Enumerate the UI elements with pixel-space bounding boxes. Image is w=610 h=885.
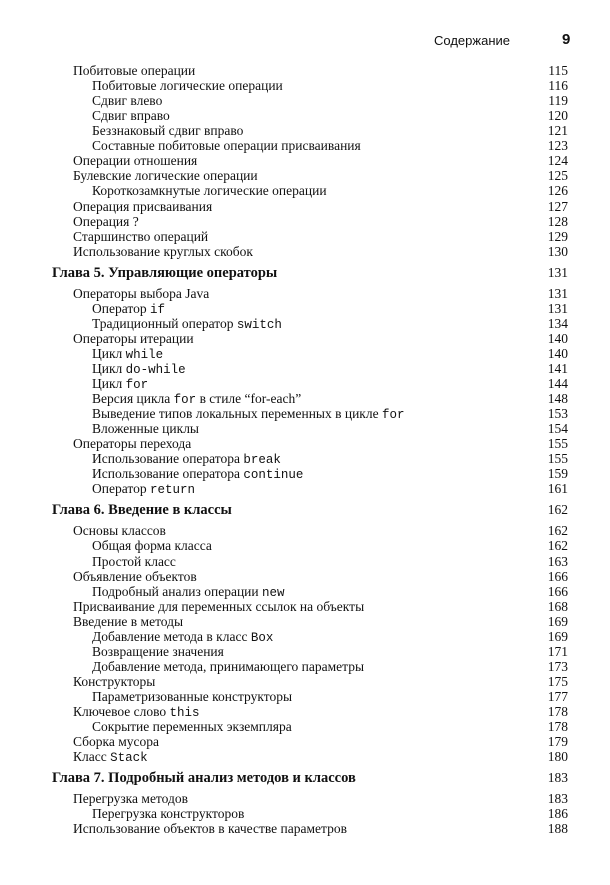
toc-page-number: 115 <box>548 63 568 78</box>
toc-entry-title <box>92 689 292 704</box>
toc-entry <box>0 406 610 421</box>
code-fragment: new <box>262 585 285 600</box>
toc-page-number: 126 <box>547 183 568 199</box>
title-fragment: Оператор <box>92 300 150 316</box>
toc-page-number: 154 <box>547 421 568 437</box>
toc-entry-title <box>52 264 277 282</box>
toc-page-number: 131 <box>547 285 568 301</box>
toc-entry-title <box>73 523 166 538</box>
title-fragment: Возвращение значения <box>92 643 224 659</box>
toc-chapter <box>0 264 610 282</box>
toc-entry <box>0 229 610 244</box>
title-fragment: Побитовые логические операции <box>92 78 283 93</box>
toc-entry-title <box>92 108 170 123</box>
title-fragment: Введение в методы <box>73 613 184 629</box>
title-fragment: Сборка мусора <box>73 734 160 749</box>
toc-page-number: 155 <box>547 451 568 467</box>
title-fragment: Оператор <box>92 481 150 497</box>
toc-page-number: 162 <box>547 523 568 539</box>
title-fragment: Использование оператора <box>92 466 244 482</box>
code-fragment: do-while <box>125 362 186 377</box>
toc-entry-title <box>73 821 347 836</box>
toc-entry <box>0 244 610 259</box>
toc-page-number: 125 <box>547 168 568 184</box>
toc-page-number: 140 <box>547 330 568 346</box>
toc-entry-title <box>52 769 356 787</box>
title-fragment: Использование круглых скобок <box>73 243 253 259</box>
toc-entry <box>0 806 610 821</box>
toc-page-number: 123 <box>547 138 568 154</box>
code-fragment: for <box>173 393 197 407</box>
toc-entry <box>0 183 610 198</box>
toc-page-number: 116 <box>548 78 568 93</box>
toc-page-number: 134 <box>547 315 568 331</box>
title-fragment: Короткозамкнутые логические операции <box>92 183 327 199</box>
code-fragment: this <box>169 705 200 720</box>
toc-entry <box>0 421 610 436</box>
toc-page-number: 183 <box>547 791 568 807</box>
toc-entry <box>0 316 610 331</box>
toc-entry <box>0 286 610 301</box>
toc-entry-title <box>92 93 162 108</box>
toc-page-number: 159 <box>547 466 568 482</box>
toc-chapter <box>0 501 610 519</box>
toc-page-number: 183 <box>547 770 568 786</box>
toc-page-number: 120 <box>547 108 568 124</box>
code-fragment: while <box>125 347 164 362</box>
title-fragment: Сдвиг вправо <box>92 108 170 124</box>
running-title: Содержание <box>434 33 510 48</box>
title-fragment: Операторы выбора Java <box>73 285 210 301</box>
toc-page-number: 130 <box>547 243 568 259</box>
title-fragment: Использование оператора <box>92 451 244 467</box>
toc-entry <box>0 791 610 806</box>
toc-entry <box>0 584 610 599</box>
toc-entry <box>0 466 610 481</box>
toc-entry-title <box>92 138 361 153</box>
title-fragment: Операторы перехода <box>73 436 192 452</box>
toc-entry-title <box>92 538 212 553</box>
toc-entry-title <box>52 501 232 519</box>
toc-page-number: 169 <box>547 628 568 644</box>
toc-page-number: 162 <box>547 538 568 554</box>
toc-entry <box>0 451 610 466</box>
toc-entry-title <box>73 153 197 168</box>
title-fragment: Побитовые операции <box>73 63 196 78</box>
title-fragment: Цикл <box>92 376 126 391</box>
toc-entry-title <box>92 644 224 659</box>
title-fragment: Параметризованные конструкторы <box>92 688 293 704</box>
title-fragment: Класс <box>73 749 111 765</box>
toc-entry-title <box>73 199 212 214</box>
title-fragment: Основы классов <box>73 523 166 539</box>
title-fragment: в стиле “for-each” <box>196 391 302 406</box>
toc-entry-title <box>92 78 283 93</box>
toc-page-number: 140 <box>547 345 568 361</box>
toc-entry-title <box>73 214 139 229</box>
toc-entry-title <box>73 749 148 766</box>
title-fragment: Конструкторы <box>73 673 156 689</box>
toc-page-number: 128 <box>547 213 568 229</box>
toc-entry <box>0 138 610 153</box>
toc-entry <box>0 719 610 734</box>
toc-page-number: 144 <box>547 376 568 391</box>
toc-entry-title <box>73 734 159 749</box>
toc-entry <box>0 644 610 659</box>
title-fragment: Глава 5. Управляющие операторы <box>52 264 278 281</box>
toc-entry <box>0 361 610 376</box>
title-fragment: Версия цикла <box>92 391 174 406</box>
toc-entry <box>0 569 610 584</box>
title-fragment: Операция присваивания <box>73 198 213 214</box>
title-fragment: Объявление объектов <box>73 568 197 584</box>
toc-entry <box>0 689 610 704</box>
toc-page-number: 131 <box>547 264 568 280</box>
toc-page-number: 153 <box>547 406 568 422</box>
toc-page-number: 166 <box>547 583 568 599</box>
title-fragment: Присваивание для переменных ссылок на объекты <box>73 598 365 614</box>
toc-entry <box>0 78 610 93</box>
toc-page-number: 129 <box>547 228 568 244</box>
toc-entry-title <box>73 286 209 301</box>
toc-entry <box>0 346 610 361</box>
toc-page-number: 148 <box>547 391 568 406</box>
code-fragment: for <box>381 408 405 423</box>
title-fragment: Операторы итерации <box>73 330 194 346</box>
toc-entry <box>0 436 610 451</box>
code-fragment: continue <box>243 468 304 483</box>
toc-entry <box>0 821 610 836</box>
toc-page-number: 124 <box>547 153 568 169</box>
toc-entry-title <box>73 168 258 183</box>
title-fragment: Перегрузка методов <box>73 791 189 807</box>
toc-entry <box>0 108 610 123</box>
toc-entry-title <box>92 123 243 138</box>
toc-entry <box>0 674 610 689</box>
title-fragment: Составные побитовые операции присваивания <box>92 138 361 154</box>
toc-entry <box>0 614 610 629</box>
code-fragment: Stack <box>110 751 148 766</box>
toc-page-number: 186 <box>547 806 568 822</box>
toc-entry-title <box>73 791 188 806</box>
toc-page-number: 119 <box>548 93 568 109</box>
toc-page-number: 163 <box>547 553 568 569</box>
title-fragment: Подробный анализ операции <box>92 583 262 599</box>
toc-entry-title <box>73 244 253 259</box>
toc-page-number: 173 <box>547 658 568 674</box>
title-fragment: Добавление метода, принимающего параметры <box>92 658 365 674</box>
toc-entry-title <box>92 659 364 674</box>
title-fragment: Вложенные циклы <box>92 421 199 437</box>
title-fragment: Операции отношения <box>73 153 198 169</box>
toc-entry-title <box>73 614 183 629</box>
toc-entry <box>0 523 610 538</box>
toc-entry <box>0 301 610 316</box>
toc-page-number: 166 <box>547 568 568 584</box>
toc-entry <box>0 538 610 553</box>
code-fragment: for <box>125 378 149 392</box>
title-fragment: Цикл <box>92 345 126 361</box>
code-fragment: Box <box>250 630 274 645</box>
title-fragment: Сдвиг влево <box>92 93 163 109</box>
toc-entry <box>0 153 610 168</box>
toc-page-number: 178 <box>547 719 568 734</box>
toc-entry <box>0 629 610 644</box>
toc-entry <box>0 199 610 214</box>
code-fragment: if <box>149 302 165 317</box>
title-fragment: Перегрузка конструкторов <box>92 806 245 822</box>
code-fragment: switch <box>236 317 282 332</box>
toc-entry <box>0 331 610 346</box>
toc-page-number: 180 <box>547 749 568 765</box>
code-fragment: return <box>149 483 195 498</box>
toc-entry <box>0 391 610 406</box>
toc-entry-title <box>92 719 292 734</box>
toc-entry-title <box>92 554 176 569</box>
title-fragment: Глава 7. Подробный анализ методов и классов <box>52 770 356 787</box>
toc-chapter <box>0 769 610 787</box>
toc-entry-title <box>92 806 244 821</box>
toc-page-number: 188 <box>547 821 568 837</box>
toc-page-number: 168 <box>547 598 568 614</box>
toc-page-number: 175 <box>547 673 568 689</box>
toc-page-number: 127 <box>547 198 568 214</box>
title-fragment: Добавление метода в класс <box>92 628 251 644</box>
toc-entry <box>0 749 610 764</box>
title-fragment: Сокрытие переменных экземпляра <box>92 719 292 734</box>
toc-entry-title <box>92 421 199 436</box>
title-fragment: Использование объектов в качестве параметров <box>73 821 347 837</box>
toc-entry <box>0 214 610 229</box>
title-fragment: Операция ? <box>73 213 139 229</box>
toc-page-number: 171 <box>547 643 568 659</box>
toc-entry-title <box>73 331 194 346</box>
toc-entry <box>0 554 610 569</box>
title-fragment: Цикл <box>92 360 126 376</box>
toc-page-number: 161 <box>547 481 568 497</box>
toc-entry-title <box>73 569 197 584</box>
toc-entry <box>0 63 610 78</box>
toc-page-number: 179 <box>547 734 568 749</box>
title-fragment: Булевские логические операции <box>73 168 258 184</box>
toc-page-number: 155 <box>547 436 568 452</box>
toc-page-number: 121 <box>547 123 568 139</box>
code-fragment: break <box>243 453 281 468</box>
toc-page-number: 169 <box>547 613 568 629</box>
toc-entry-title <box>92 481 195 498</box>
toc-entry <box>0 704 610 719</box>
title-fragment: Беззнаковый сдвиг вправо <box>92 123 244 139</box>
toc-entry <box>0 599 610 614</box>
toc-entry-title <box>73 599 364 614</box>
toc-entry-title <box>73 674 155 689</box>
title-fragment: Общая форма класса <box>92 538 212 554</box>
toc-entry-title <box>73 63 195 78</box>
toc-page-number: 178 <box>547 703 568 719</box>
title-fragment: Ключевое слово <box>73 703 170 719</box>
toc-page-number: 177 <box>547 688 568 704</box>
title-fragment: Глава 6. Введение в классы <box>52 502 232 519</box>
toc-entry-title <box>73 436 191 451</box>
toc-entry <box>0 376 610 391</box>
toc-entry <box>0 93 610 108</box>
title-fragment: Выведение типов локальных переменных в цикле <box>92 406 382 422</box>
page-number: 9 <box>562 31 571 48</box>
toc-page-number: 131 <box>547 300 568 316</box>
toc-entry <box>0 659 610 674</box>
toc-entry <box>0 123 610 138</box>
toc-page-number: 141 <box>547 360 568 376</box>
toc-entry <box>0 734 610 749</box>
toc-entry-title <box>92 183 327 198</box>
title-fragment: Традиционный оператор <box>92 315 237 331</box>
title-fragment: Старшинство операций <box>73 228 209 244</box>
toc-page-number: 162 <box>547 502 568 518</box>
toc-entry-title <box>73 229 208 244</box>
title-fragment: Простой класс <box>92 553 176 569</box>
toc-entry <box>0 481 610 496</box>
toc-entry <box>0 168 610 183</box>
